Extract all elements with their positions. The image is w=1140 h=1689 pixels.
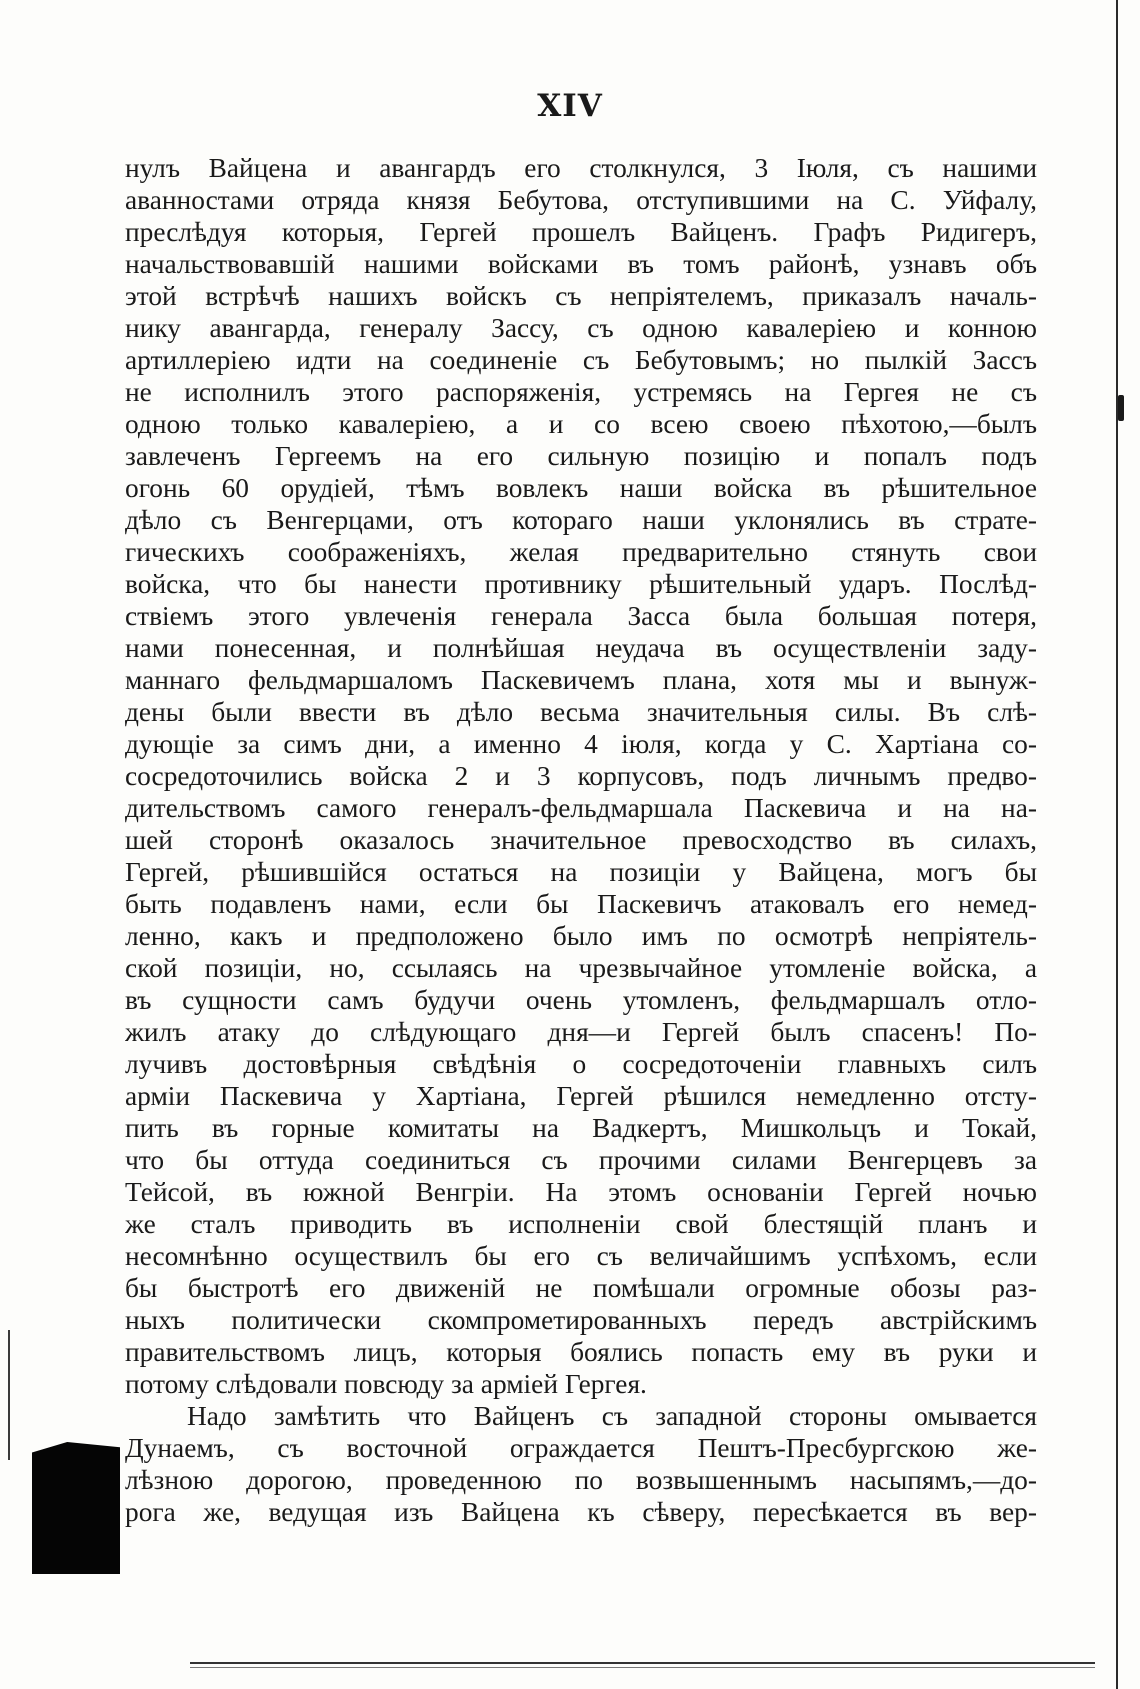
text-line: Гергей, рѣшившійся остаться на позиціи у Вайцена, могъ бы <box>125 857 1037 887</box>
text-line: въ сущности самъ будучи очень утомленъ, фельдмаршалъ отло- <box>125 985 1037 1015</box>
text-line: жилъ атаку до слѣдующаго дня—и Гергей былъ спасенъ! По- <box>125 1017 1037 1047</box>
text-line: начальствовавшій нашими войсками въ томъ районѣ, узнавъ объ <box>125 249 1037 279</box>
text-line: дены были ввести въ дѣло весьма значительныя силы. Въ слѣ- <box>125 697 1037 727</box>
text-line: дующіе за симъ дни, а именно 4 іюля, когда у С. Хартіана со- <box>125 729 1037 759</box>
text-line: огонь 60 орудіей, тѣмъ вовлекъ наши войска въ рѣшительное <box>125 473 1037 503</box>
text-line: ленно, какъ и предположено было имъ по осмотрѣ непріятель- <box>125 921 1037 951</box>
text-line: войска, что бы нанести противнику рѣшительный ударъ. Послѣд- <box>125 569 1037 599</box>
text-line: Дунаемъ, съ восточной ограждается Пештъ-Пресбургскою же- <box>125 1433 1037 1463</box>
ink-blot <box>32 1442 120 1574</box>
text-line: несомнѣнно осуществилъ бы его съ величайшимъ успѣхомъ, если <box>125 1241 1037 1271</box>
text-line: быть подавленъ нами, если бы Паскевичъ атаковалъ его немед- <box>125 889 1037 919</box>
text-line: гическихъ соображеніяхъ, желая предварительно стянуть свои <box>125 537 1037 567</box>
text-line: правительствомъ лицъ, которыя боялись попасть ему въ руки и <box>125 1337 1037 1367</box>
text-line: арміи Паскевича у Хартіана, Гергей рѣшился немедленно отсту- <box>125 1081 1037 1111</box>
text-line: ствіемъ этого увлеченія генерала Засса была большая потеря, <box>125 601 1037 631</box>
scan-edge-line <box>1116 0 1118 1689</box>
text-line: Тейсой, въ южной Венгріи. На этомъ основаніи Гергей ночью <box>125 1177 1037 1207</box>
body-text <box>125 152 1037 1528</box>
footer-rule <box>190 1667 1095 1668</box>
text-line: нулъ Вайцена и авангардъ его столкнулся, 3 Іюля, съ нашими <box>125 153 1037 183</box>
text-line: лучивъ достовѣрныя свѣдѣнія о сосредоточеніи главныхъ силъ <box>125 1049 1037 1079</box>
page-number: XIV <box>537 88 603 124</box>
text-line: ныхъ политически скомпрометированныхъ передъ австрійскимъ <box>125 1305 1037 1335</box>
text-line: Надо замѣтить что Вайценъ съ западной стороны омывается <box>187 1401 1037 1431</box>
text-line: сосредоточились войска 2 и 3 корпусовъ, подъ личнымъ предво- <box>125 761 1037 791</box>
text-line: шей сторонѣ оказалось значительное превосходство въ силахъ, <box>125 825 1037 855</box>
text-line: потому слѣдовали повсюду за арміей Гергея. <box>125 1369 647 1399</box>
text-line: ской позиціи, но, ссылаясь на чрезвычайное утомленіе войска, а <box>125 953 1037 983</box>
text-line: рога же, ведущая изъ Вайцена къ сѣверу, пересѣкается въ вер- <box>125 1497 1037 1527</box>
footer-rule <box>190 1662 1095 1664</box>
text-line: же сталъ приводить въ исполненіи свой блестящій планъ и <box>125 1209 1037 1239</box>
text-line: нами понесенная, и полнѣйшая неудача въ осуществленіи заду- <box>125 633 1037 663</box>
text-line: что бы оттуда соединиться съ прочими силами Венгерцевъ за <box>125 1145 1037 1175</box>
text-line: нику авангарда, генералу Зассу, съ одною кавалеріею и конною <box>125 313 1037 343</box>
scan-left-mark <box>8 1330 10 1460</box>
text-line: завлеченъ Гергеемъ на его сильную позицію и попалъ подъ <box>125 441 1037 471</box>
scan-edge-mark <box>1118 395 1124 421</box>
text-line: преслѣдуя которыя, Гергей прошелъ Вайценъ. Графъ Ридигеръ, <box>125 217 1037 247</box>
text-line: дительствомъ самого генералъ-фельдмаршала Паскевича и на на- <box>125 793 1037 823</box>
text-line: этой встрѣчѣ нашихъ войскъ съ непріятелемъ, приказалъ началь- <box>125 281 1037 311</box>
text-line: пить въ горные комитаты на Вадкертъ, Мишкольцъ и Токай, <box>125 1113 1037 1143</box>
text-line: не исполнилъ этого распоряженія, устремясь на Гергея не съ <box>125 377 1037 407</box>
text-line: артиллеріею идти на соединеніе съ Бебутовымъ; но пылкій Зассъ <box>125 345 1037 375</box>
text-line: аванностами отряда князя Бебутова, отступившими на С. Уйфалу, <box>125 185 1037 215</box>
text-line: дѣло съ Венгерцами, отъ котораго наши уклонялись въ страте- <box>125 505 1037 535</box>
text-line: маннаго фельдмаршаломъ Паскевичемъ плана, хотя мы и вынуж- <box>125 665 1037 695</box>
text-line: лѣзною дорогою, проведенною по возвышеннымъ насыпямъ,—до- <box>125 1465 1037 1495</box>
text-line: бы быстротѣ его движеній не помѣшали огромные обозы раз- <box>125 1273 1037 1303</box>
text-line: одною только кавалеріею, а и со всею своею пѣхотою,—былъ <box>125 409 1037 439</box>
